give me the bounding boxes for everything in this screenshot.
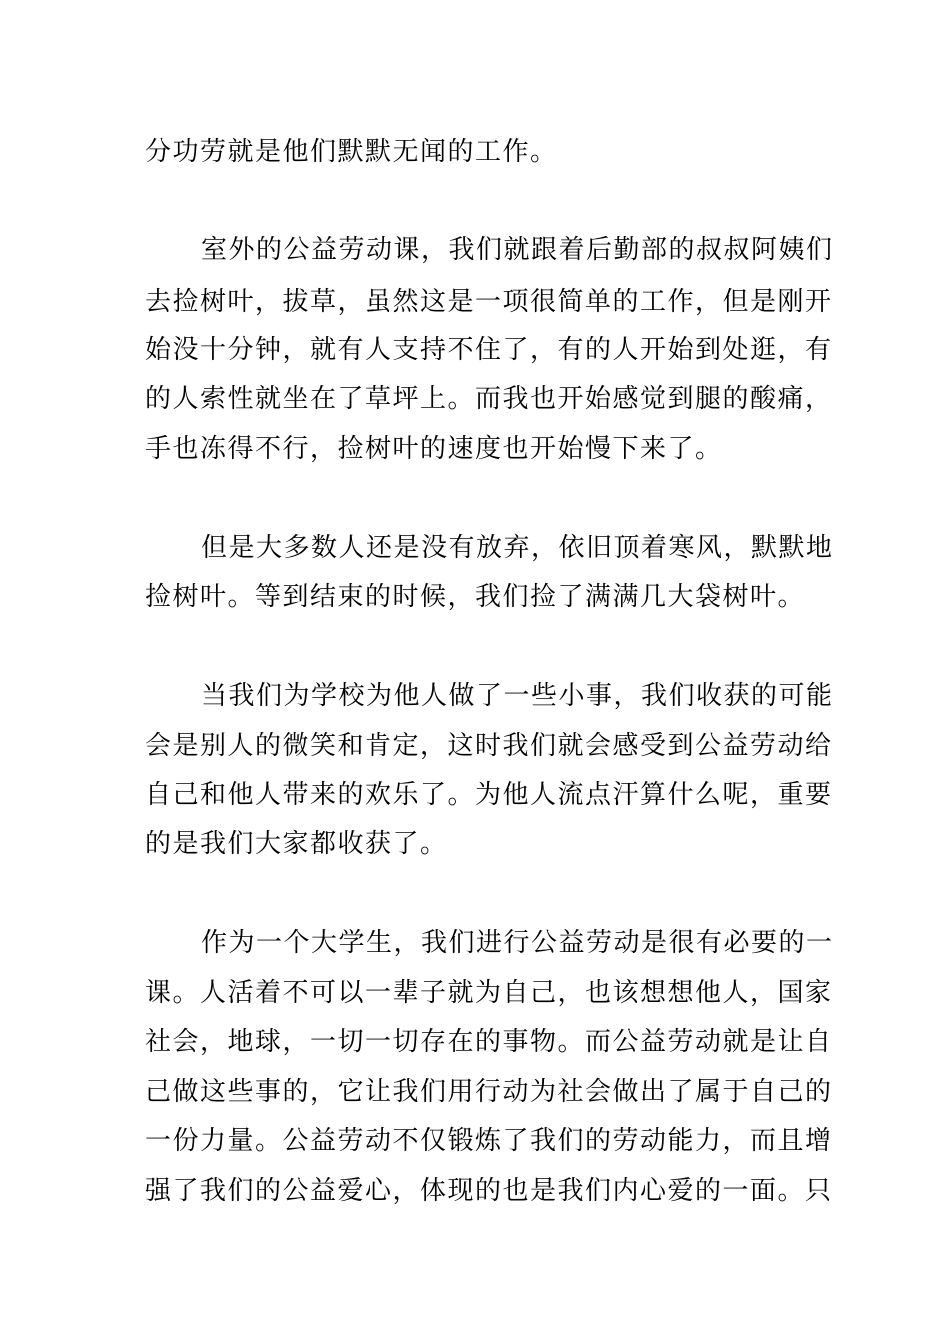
paragraph-4-line-4: 的是我们大家都收获了。 [145,829,448,859]
paragraph-2-line-5: 手也冻得不行，捡树叶的速度也开始慢下来了。 [145,434,723,464]
paragraph-2-line-2: 去捡树叶，拔草，虽然这是一项很简单的工作，但是刚开 [145,287,833,317]
paragraph-5-line-6: 强了我们的公益爱心，体现的也是我们内心爱的一面。只 [145,1176,833,1206]
paragraph-2-line-1: 室外的公益劳动课，我们就跟着后勤部的叔叔阿姨们 [201,235,834,265]
paragraph-2-line-4: 的人索性就坐在了草坪上。而我也开始感觉到腿的酸痛， [145,384,833,414]
paragraph-5-line-3: 社会，地球，一切一切存在的事物。而公益劳动就是让自 [145,1027,833,1057]
paragraph-1-line-1: 分功劳就是他们默默无闻的工作。 [145,137,558,167]
paragraph-3-line-1: 但是大多数人还是没有放弃，依旧顶着寒风，默默地 [201,533,834,563]
paragraph-5-line-2: 课。人活着不可以一辈子就为自己，也该想想他人，国家 [145,978,833,1008]
paragraph-5-line-4: 己做这些事的，它让我们用行动为社会做出了属于自己的 [145,1077,833,1107]
paragraph-4-line-3: 自己和他人带来的欢乐了。为他人流点汗算什么呢，重要 [145,780,833,810]
paragraph-5-line-5: 一份力量。公益劳动不仅锻炼了我们的劳动能力，而且增 [145,1126,833,1156]
paragraph-5-line-1: 作为一个大学生，我们进行公益劳动是很有必要的一 [201,928,834,958]
paragraph-2-line-3: 始没十分钟，就有人支持不住了，有的人开始到处逛，有 [145,335,833,365]
paragraph-4-line-1: 当我们为学校为他人做了一些小事，我们收获的可能 [201,681,834,711]
paragraph-4-line-2: 会是别人的微笑和肯定，这时我们就会感受到公益劳动给 [145,731,833,761]
paragraph-3-line-2: 捡树叶。等到结束的时候，我们捡了满满几大袋树叶。 [145,582,806,612]
